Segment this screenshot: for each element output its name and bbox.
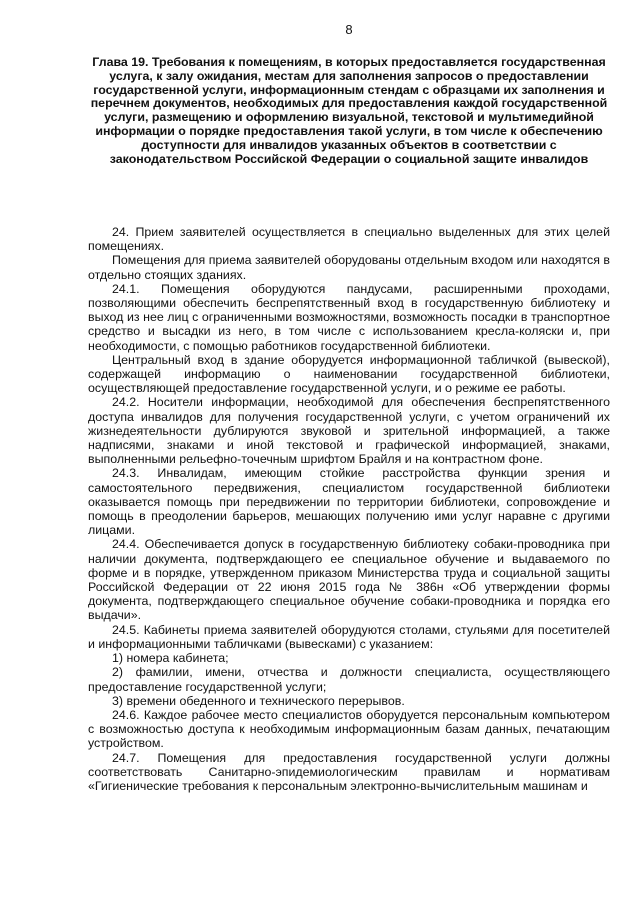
paragraph-24-premises: Помещения для приема заявителей оборудованы отдельным входом или находятся в отдельно стоящих зданиях.: [88, 253, 610, 282]
chapter-title: Глава 19. Требования к помещениям, в которых предоставляется государственная услуга, к залу ожидания, местам для заполнения запросов о предоставлении государственной услуги, информационным стендам с образцами их заполнения и перечнем документов, необходимых для предоставления каждой государственной услуги, размещению и оформлению визуальной, текстовой и мультимедийной информации о порядке предоставления такой услуги, в том числе к обеспечению доступности для инвалидов указанных объектов в соответствии с законодательством Российской Федерации о социальной защите инвалидов: [90, 55, 608, 166]
paragraph-24-1-entrance: Центральный вход в здание оборудуется информационной табличкой (вывеской), содержащей информацию о наименовании государственной библиотеки, осуществляющей предоставление государственной услуги, и о режиме ее работы.: [88, 352, 610, 396]
paragraph-24-4: 24.4. Обеспечивается допуск в государственную библиотеку собаки-проводника при наличии документа, подтверждающего ее специальное обучение и выдаваемого по форме и в порядке, утвержденном приказом Министерства труда и социальной защиты Российской Федерации от 22 июня 2015 года № 386н «Об утверждении формы документа, подтверждающего специальное обучение собаки-проводника и порядка его выдачи».: [88, 537, 610, 623]
paragraph-24-1: 24.1. Помещения оборудуются пандусами, расширенными проходами, позволяющими обеспечить беспрепятственный вход в государственную библиотеку и выход из нее лиц с ограниченными возможностями, возможность посадки в транспортное средство и высадки из него, в том числе с использованием кресла-коляски и, при необходимости, с помощью работников государственной библиотеки.: [88, 281, 610, 353]
paragraph-24-6: 24.6. Каждое рабочее место специалистов оборудуется персональным компьютером с возможностью доступа к необходимым информационным базам данных, печатающим устройством.: [88, 707, 610, 751]
paragraph-24-7: 24.7. Помещения для предоставления государственной услуги должны соответствовать Санитарно-эпидемиологическим правилам и нормативам «Гигиенические требования к персональным электронно-вычислительным машинам и: [88, 750, 610, 793]
paragraph-24-2: 24.2. Носители информации, необходимой для обеспечения беспрепятственного доступа инвалидов для получения государственной услуги, с учетом ограничений их жизнедеятельности дублируются звуковой и зрительной информацией, а также надписями, знаками и иной текстовой и графической информацией, знаками, выполненными рельефно-точечным шрифтом Брайля и на контрастном фоне.: [88, 395, 610, 467]
body-text: [88, 225, 610, 793]
list-item-break-time: 3) времени обеденного и технического перерывов.: [112, 693, 405, 708]
page-number: 8: [345, 22, 353, 37]
paragraph-24-5: 24.5. Кабинеты приема заявителей оборудуются столами, стульями для посетителей и информационными табличками (вывесками) с указанием:: [88, 622, 610, 651]
paragraph-24: 24. Прием заявителей осуществляется в специально выделенных для этих целей помещениях.: [88, 225, 610, 254]
list-item-specialist-name: 2) фамилии, имени, отчества и должности специалиста, осуществляющего предоставление государственной услуги;: [88, 665, 610, 694]
paragraph-24-3: 24.3. Инвалидам, имеющим стойкие расстройства функции зрения и самостоятельного передвижения, специалистом государственной библиотеки оказывается помощь при передвижении по территории библиотеки, сопровождение и помощь в преодолении барьеров, мешающих получению ими услуг наравне с другими лицами.: [88, 466, 610, 538]
list-item-room-number: 1) номера кабинета;: [112, 651, 229, 666]
